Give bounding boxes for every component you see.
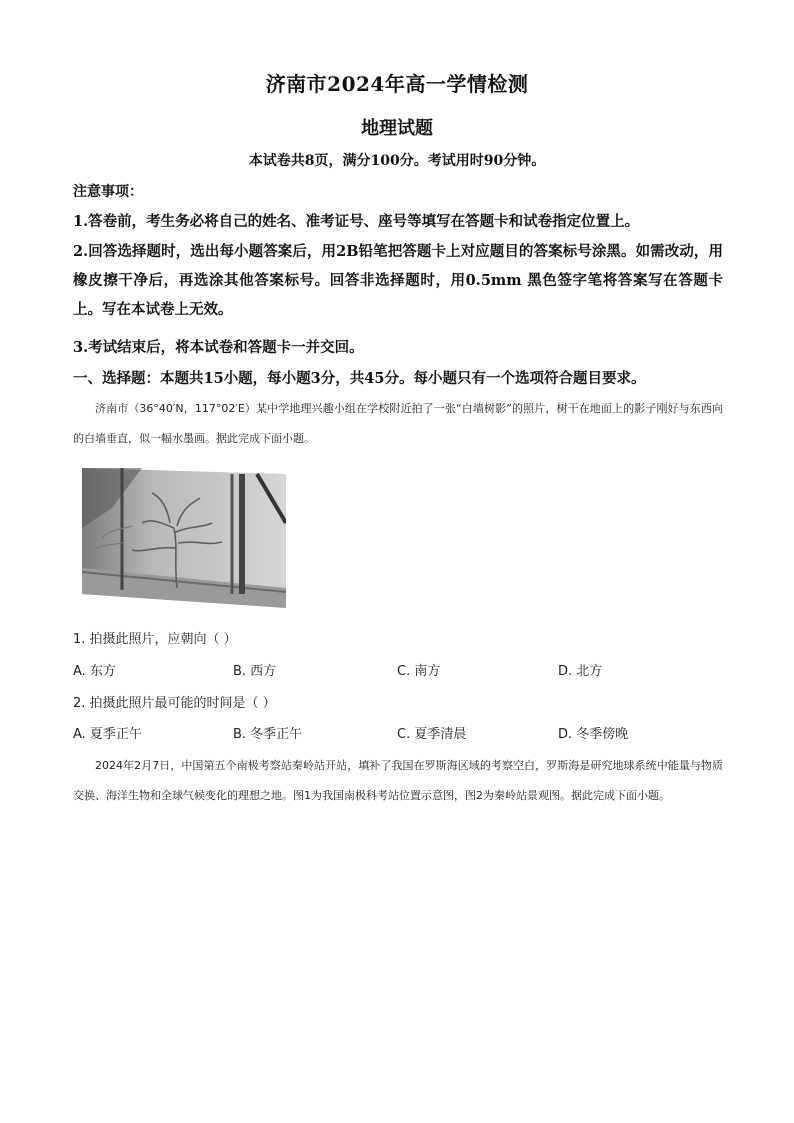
question-stem: 1. 拍摄此照片，应朝向（ ）	[73, 632, 237, 647]
option-a: A. 夏季正午	[73, 727, 142, 742]
passage-text: 济南市（36°40′N，117°02′E）某中学地理兴趣小组在学校附近拍了一张“白墙树影”的照片，树干在地面上的影子刚好与东西向的白墙垂直，似一幅水墨画。据此完成下面小题。	[73, 402, 723, 445]
option-b: B. 西方	[233, 664, 277, 679]
wall-tree-shadow-photo	[82, 468, 286, 608]
section-heading: 一、选择题：本题共15小题，每小题3分，共45分。每小题只有一个选项符合题目要求。	[73, 370, 646, 387]
note-item: 1.答卷前，考生务必将自己的姓名、准考证号、座号等填写在答题卡和试卷指定位置上。	[73, 213, 640, 230]
option-a: A. 东方	[73, 664, 116, 679]
option-d: D. 北方	[558, 664, 603, 679]
notes-heading: 注意事项：	[73, 184, 143, 200]
question-stem: 2. 拍摄此照片最可能的时间是（ ）	[73, 696, 276, 711]
option-b: B. 冬季正午	[233, 727, 303, 742]
exam-info: 本试卷共8页，满分100分。考试用时90分钟。	[248, 153, 546, 169]
passage-text: 2024年2月7日，中国第五个南极考察站秦岭站开站，填补了我国在罗斯海区域的考察空白，罗斯海是研究地球系统中能量与物质交换、海洋生物和全球气候变化的理想之地。图1为我国南极科考站位置示意图，图2为秦岭站景观图。据此完成下面小题。	[73, 759, 723, 802]
note-item: 2.回答选择题时，选出每小题答案后，用2B铅笔把答题卡上对应题目的答案标号涂黑。如需改动，用橡皮擦干净后，再选涂其他答案标号。回答非选择题时，用0.5mm 黑色签字笔将答案写在答题卡上。写在本试卷上无效。	[73, 243, 723, 318]
option-c: C. 南方	[397, 664, 441, 679]
option-c: C. 夏季清晨	[397, 727, 467, 742]
note-item: 3.考试结束后，将本试卷和答题卡一并交回。	[73, 339, 364, 356]
exam-title: 济南市2024年高一学情检测	[265, 72, 529, 96]
option-d: D. 冬季傍晚	[558, 727, 629, 742]
exam-subject: 地理试题	[361, 118, 433, 139]
